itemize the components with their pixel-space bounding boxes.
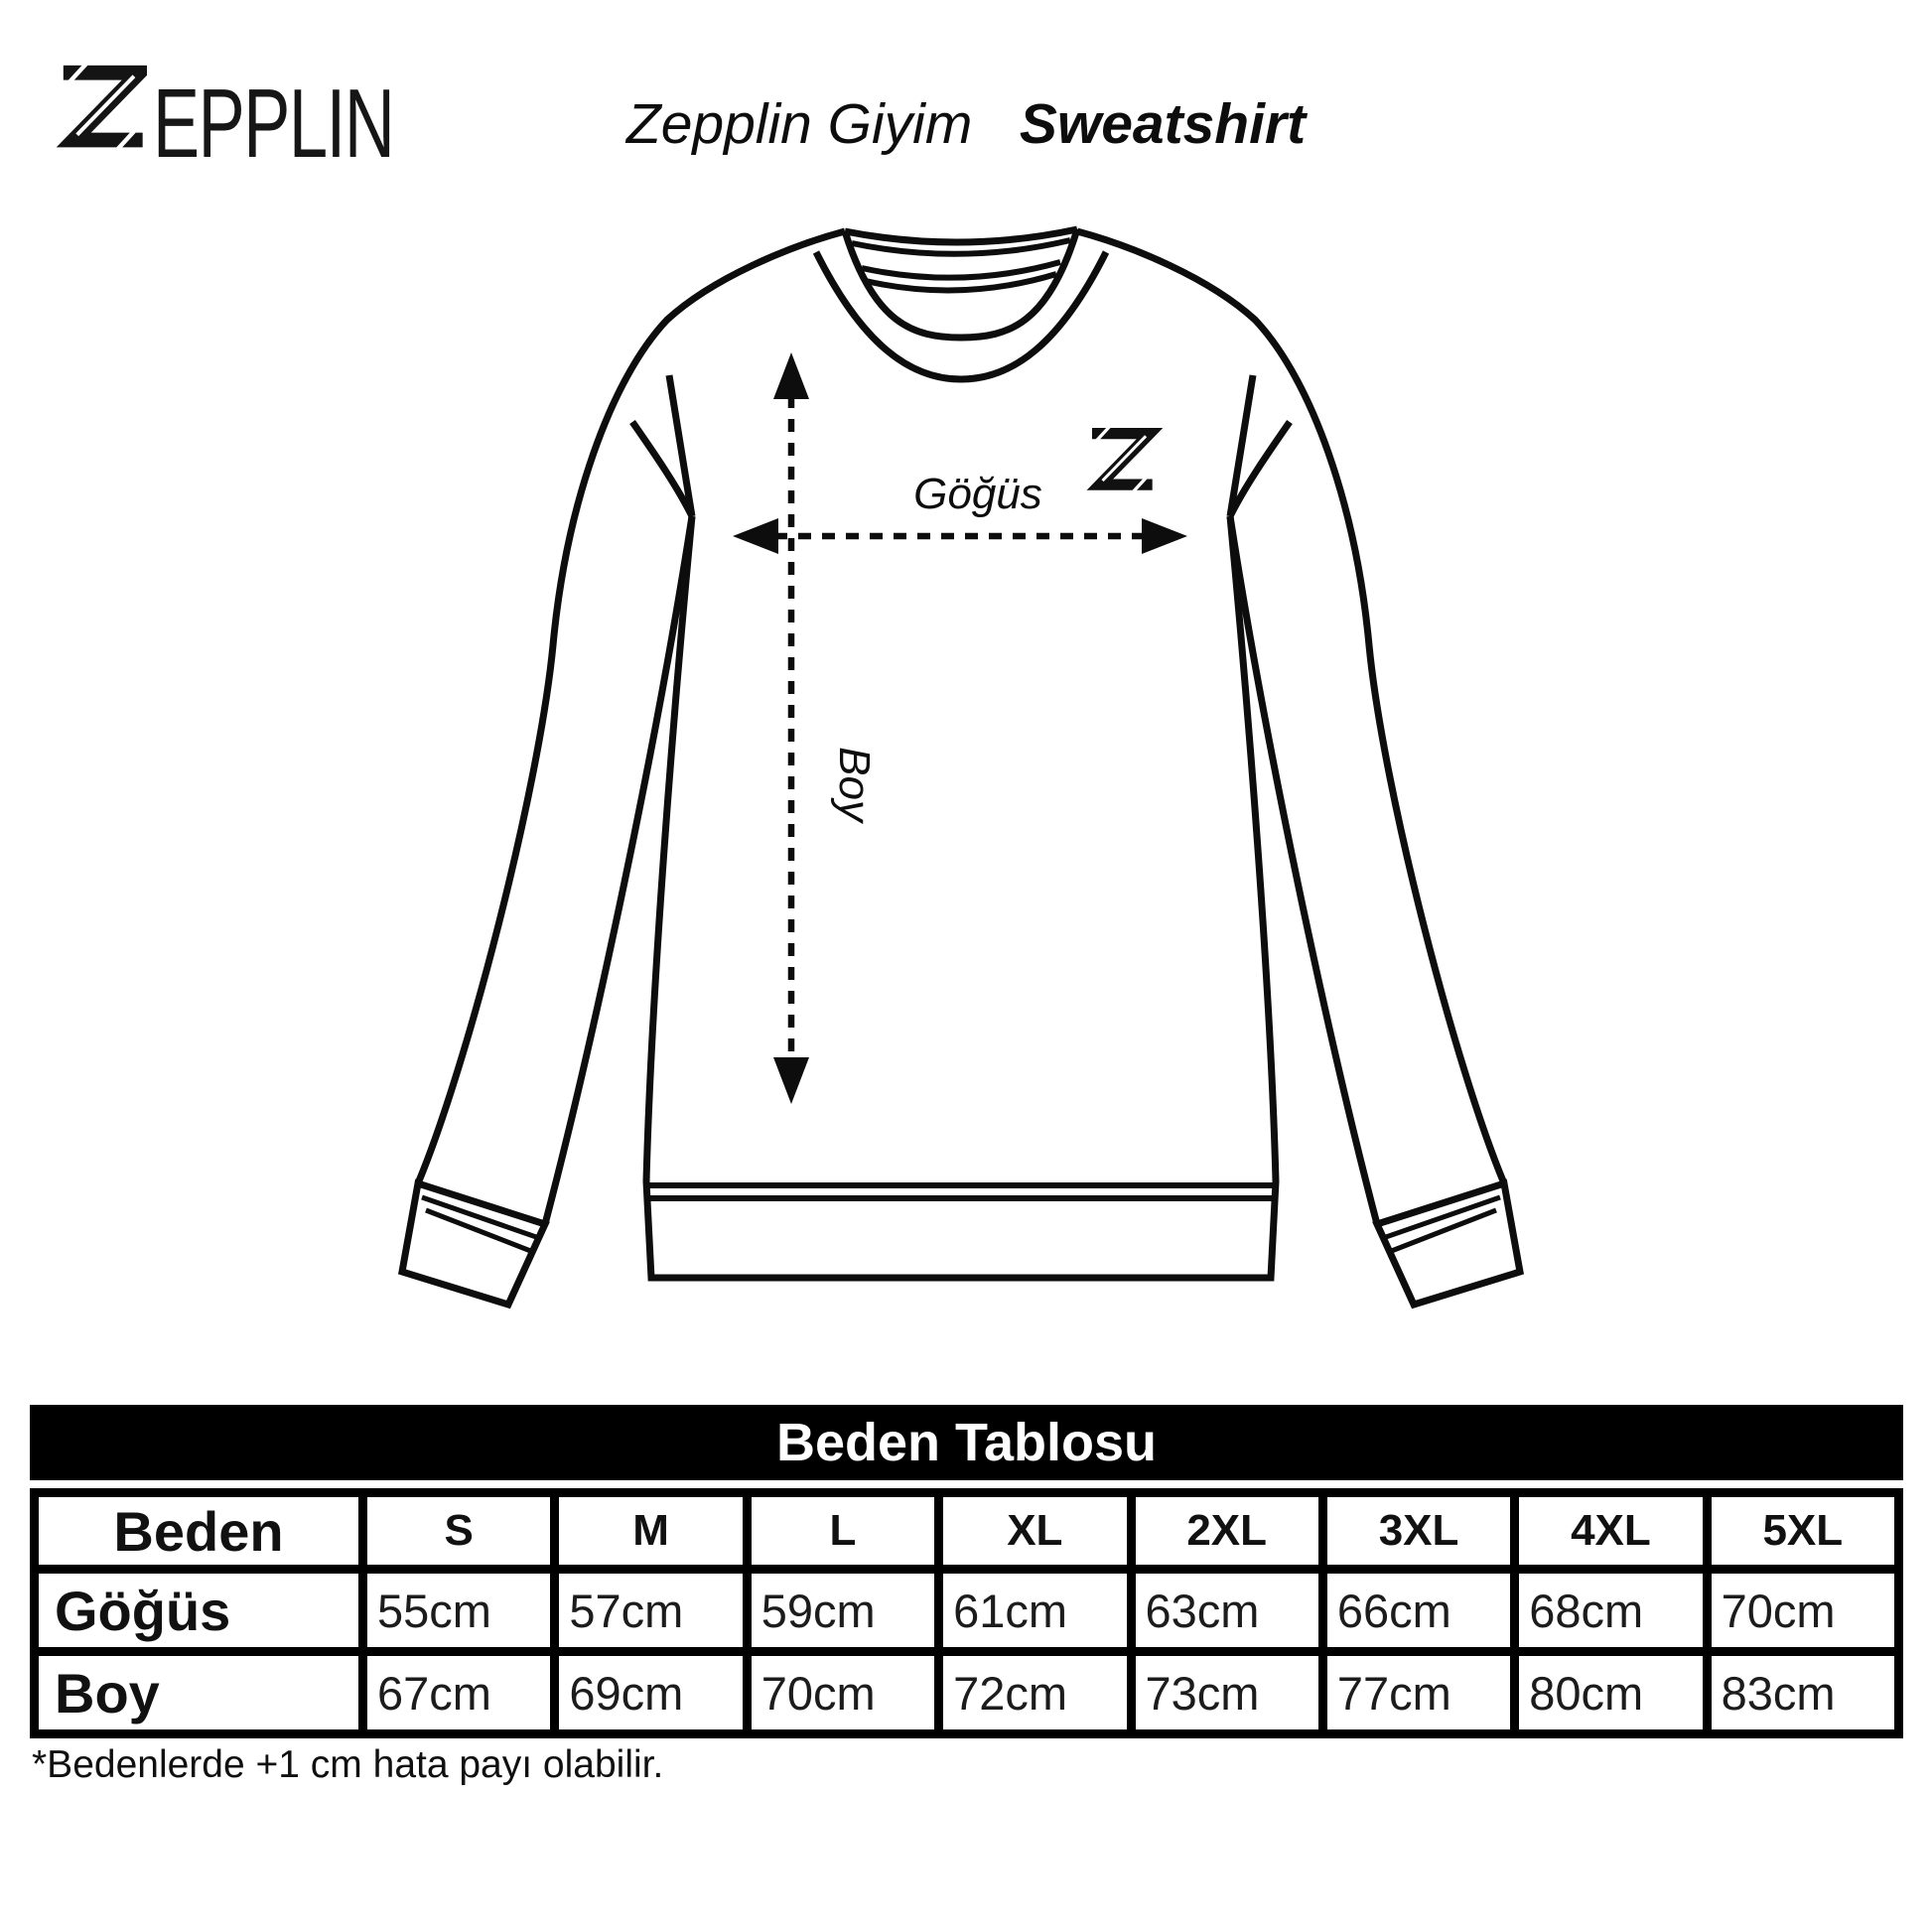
size-table <box>30 1405 1903 1738</box>
table-row-label: Boy <box>39 1656 358 1729</box>
table-header-size: 5XL <box>1712 1497 1894 1565</box>
table-value-cell: 72cm <box>943 1656 1126 1729</box>
arrowhead-right-icon <box>1142 518 1187 554</box>
table-header-size: 2XL <box>1136 1497 1318 1565</box>
collar-top-line <box>845 229 1077 242</box>
table-header-size: XL <box>943 1497 1126 1565</box>
chest-measure-label: Göğüs <box>913 470 1042 518</box>
table-value-cell: 66cm <box>1327 1574 1510 1647</box>
sleeve-outer-edge <box>418 231 845 1183</box>
table-value-cell: 69cm <box>559 1656 742 1729</box>
size-tolerance-note: *Bedenlerde +1 cm hata payı olabilir. <box>32 1743 664 1786</box>
table-header-size: 4XL <box>1519 1497 1702 1565</box>
page-title-brand: Zepplin Giyim <box>625 92 973 156</box>
brand-logo-text: EPPLIN <box>153 68 394 178</box>
table-value-cell: 68cm <box>1519 1574 1702 1647</box>
table-header-size: L <box>752 1497 934 1565</box>
size-table-grid <box>30 1488 1903 1738</box>
table-row-label: Göğüs <box>39 1574 358 1647</box>
table-header-size: M <box>559 1497 742 1565</box>
table-value-cell: 59cm <box>752 1574 934 1647</box>
arrowhead-up-icon <box>773 352 809 399</box>
arrowhead-left-icon <box>733 518 778 554</box>
collar-back-seam <box>862 262 1060 278</box>
length-measure-label: Boy <box>830 747 879 822</box>
size-table-title: Beden Tablosu <box>30 1405 1903 1488</box>
table-value-cell: 80cm <box>1519 1656 1702 1729</box>
body-side-edge <box>646 516 961 1278</box>
table-value-cell: 61cm <box>943 1574 1126 1647</box>
table-header-size: S <box>367 1497 550 1565</box>
collar <box>816 229 1106 379</box>
table-value-cell: 67cm <box>367 1656 550 1729</box>
cuff <box>402 1183 545 1305</box>
chest-arrow <box>733 518 1187 554</box>
table-value-cell: 63cm <box>1136 1574 1318 1647</box>
table-header-size: 3XL <box>1327 1497 1510 1565</box>
arrowhead-down-icon <box>773 1057 809 1104</box>
table-value-cell: 57cm <box>559 1574 742 1647</box>
table-value-cell: 77cm <box>1327 1656 1510 1729</box>
table-header-beden: Beden <box>39 1497 358 1565</box>
table-value-cell: 70cm <box>1712 1574 1894 1647</box>
table-value-cell: 70cm <box>752 1656 934 1729</box>
sleeve-inner-edge <box>545 516 692 1224</box>
chest-z-logo-icon <box>1092 426 1153 494</box>
length-arrow <box>773 352 809 1104</box>
page-title-product: Sweatshirt <box>1019 92 1307 156</box>
table-value-cell: 55cm <box>367 1574 550 1647</box>
table-value-cell: 83cm <box>1712 1656 1894 1729</box>
table-value-cell: 73cm <box>1136 1656 1318 1729</box>
